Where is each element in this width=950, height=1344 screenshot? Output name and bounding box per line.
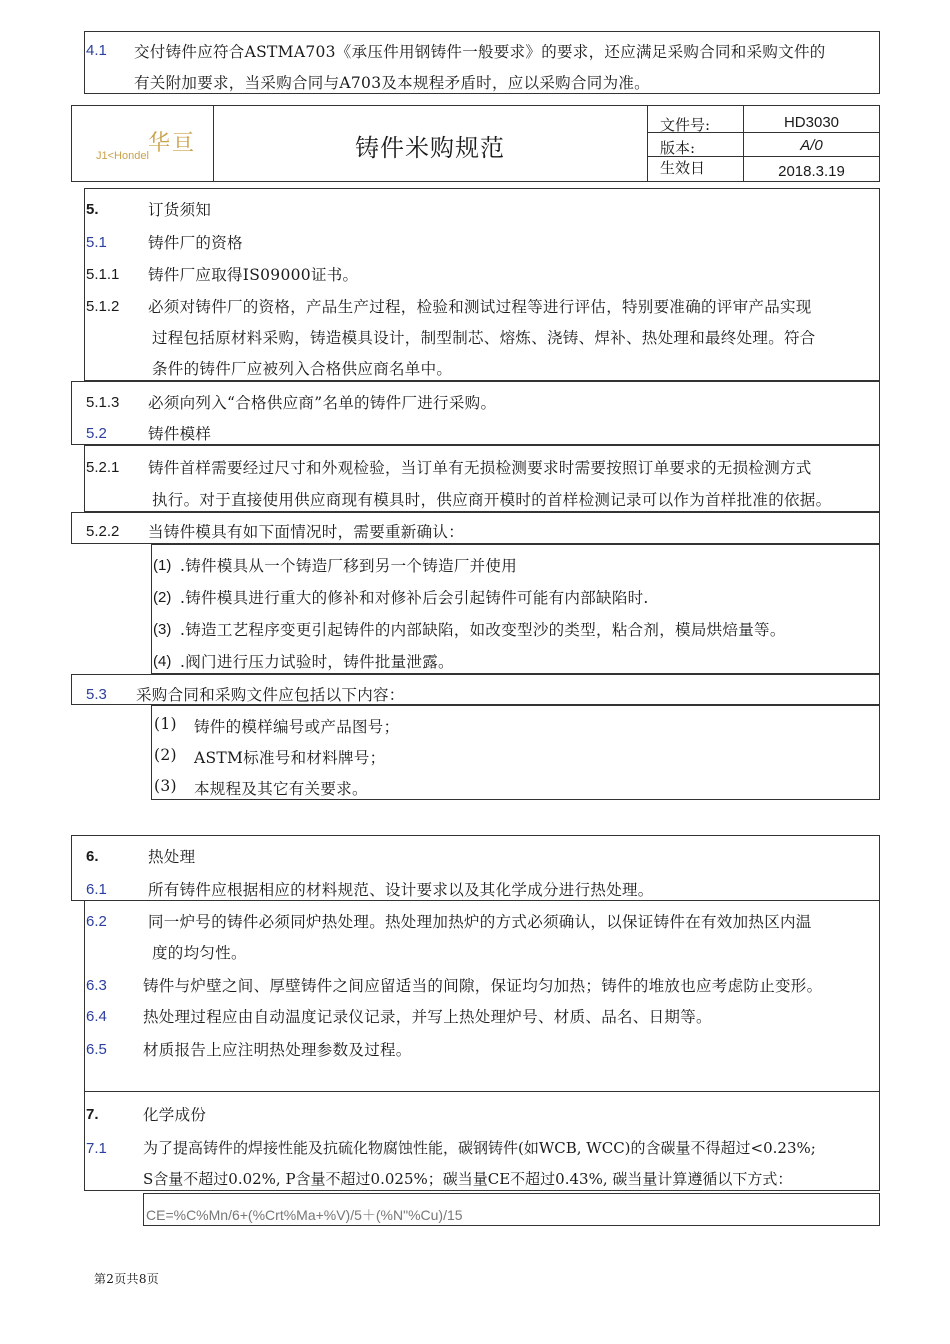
ce-formula: CE=%C%Mn/6+(%Crt%Ma+%V)/5＋(%N"%Cu)/15 (146, 1207, 463, 1223)
s65-number: 6.5 (86, 1041, 107, 1058)
s61-text: 所有铸件应根据相应的材料规范、设计要求以及其化学成分进行热处理。 (148, 881, 654, 899)
s52-number: 5.2 (86, 425, 107, 442)
s512-line-1: 必须对铸件厂的资格，产品生产过程，检验和测试过程等进行评估，特别要准确的评审产品实现 (148, 298, 812, 316)
s522-item-3-text: .铸造工艺程序变更引起铸件的内部缺陷，如改变型沙的类型，粘合剂，模局烘焙量等。 (180, 621, 786, 639)
s522-item-3-number: (3) (153, 621, 172, 638)
s64-text: 热处理过程应由自动温度记录仪记录，并写上热处理炉号、材质、品名、日期等。 (143, 1008, 712, 1026)
s522-item-4-number: (4) (153, 653, 172, 670)
s65-text: 材质报告上应注明热处理参数及过程。 (143, 1041, 412, 1059)
s63-number: 6.3 (86, 977, 107, 994)
s53-item-2-text: ASTM标准号和材料牌号； (194, 749, 386, 767)
s512-number: 5.1.2 (86, 298, 120, 315)
s62-number: 6.2 (86, 913, 107, 930)
s53-item-2-number: (2) (154, 746, 177, 764)
top-note-line-2: 有关附加要求，当采购合同与A703及本规程矛盾时，应以采购合同为准。 (134, 74, 650, 92)
s53-text: 采购合同和采购文件应包括以下内容： (136, 686, 405, 704)
section5-number: 5. (86, 201, 99, 218)
s53-item-3-text: 本规程及其它有关要求。 (194, 780, 368, 798)
s522-number: 5.2.2 (86, 523, 120, 540)
s51-text: 铸件厂的资格 (148, 234, 243, 252)
s512-line-3: 条件的铸件厂应被列入合格供应商名单中。 (152, 360, 453, 378)
s521-line-2: 执行。对于直接使用供应商现有模具时，供应商开模时的首样检测记录可以作为首样批准的依据。 (152, 491, 832, 509)
s521-number: 5.2.1 (86, 459, 120, 476)
s62-line-1: 同一炉号的铸件必须同炉热处理。热处理加热炉的方式必须确认，以保证铸件在有效加热区内温 (148, 913, 812, 931)
logo-english-text: J1<Hondel (96, 150, 149, 162)
s513-number: 5.1.3 (86, 394, 120, 411)
s513-text: 必须向列入“合格供应商”名单的铸件厂进行采购。 (148, 394, 497, 412)
s53-item-1-text: 铸件的模样编号或产品图号； (194, 718, 400, 736)
doc-number-label: 文件号: (660, 116, 711, 134)
s51-number: 5.1 (86, 234, 107, 251)
effective-date-value: 2018.3.19 (778, 163, 845, 180)
s53-item-3-number: (3) (154, 777, 177, 795)
s63-text: 铸件与炉壁之间、厚壁铸件之间应留适当的间隙，保证均匀加热；铸件的堆放也应考虑防止变形。 (143, 977, 823, 995)
doc-number-value: HD3030 (783, 114, 840, 131)
effective-date-label: 生效日 (660, 159, 706, 177)
s522-text: 当铸件模具有如下面情况时，需要重新确认： (148, 523, 465, 541)
s512-line-2: 过程包括原材料采购，铸造模具设计，制型制芯、熔炼、浇铸、焊补、热处理和最终处理。符合 (152, 329, 816, 347)
section6-number: 6. (86, 848, 99, 865)
s52-text: 铸件模样 (148, 425, 212, 443)
section6-title: 热处理 (148, 848, 196, 866)
s522-item-1-text: .铸件模具从一个铸造厂移到另一个铸造厂并使用 (180, 557, 518, 575)
top-note-line-1: 交付铸件应符合ASTMA703《承压件用钢铸件一般要求》的要求，还应满足采购合同和采购文件的 (134, 43, 826, 61)
s511-text: 铸件厂应取得IS09000证书。 (148, 266, 359, 284)
s521-line-1: 铸件首样需要经过尺寸和外观检验，当订单有无损检测要求时需要按照订单要求的无损检测方式 (148, 459, 812, 477)
s511-number: 5.1.1 (86, 266, 120, 283)
s53-number: 5.3 (86, 686, 107, 703)
top-note-number: 4.1 (86, 42, 107, 59)
section7-number: 7. (86, 1106, 99, 1123)
s62-line-2: 度的均匀性。 (152, 944, 247, 962)
version-label: 版本: (660, 139, 696, 157)
section7-title: 化学成份 (143, 1106, 207, 1124)
s522-item-2-number: (2) (153, 589, 172, 606)
s522-item-1-number: (1) (153, 557, 172, 574)
s53-item-1-number: (1) (154, 715, 177, 733)
s522-item-4-text: .阀门进行压力试验时，铸件批量泄露。 (180, 653, 454, 671)
section5-title: 订货须知 (148, 201, 212, 219)
company-logo (92, 126, 202, 166)
s71-line-2: S含量不超过0.02%, P含量不超过0.025%；碳当量CE不超过0.43%, 碳当量计算遵循以下方式： (143, 1170, 793, 1188)
version-value: A/0 (800, 137, 823, 154)
s522-item-2-text: .铸件模具进行重大的修补和对修补后会引起铸件可能有内部缺陷时. (180, 589, 649, 607)
s71-line-1: 为了提高铸件的焊接性能及抗硫化物腐蚀性能，碳钢铸件(如WCB, WCC)的含碳量不得超过<0.23%; (143, 1139, 816, 1157)
s71-number: 7.1 (86, 1140, 107, 1157)
s61-number: 6.1 (86, 881, 107, 898)
document-title: 铸件米购规范 (355, 134, 505, 162)
logo-chinese-text: 华亘 (148, 131, 197, 156)
page-number-footer: 第2页共8页 (94, 1272, 160, 1286)
s64-number: 6.4 (86, 1008, 107, 1025)
